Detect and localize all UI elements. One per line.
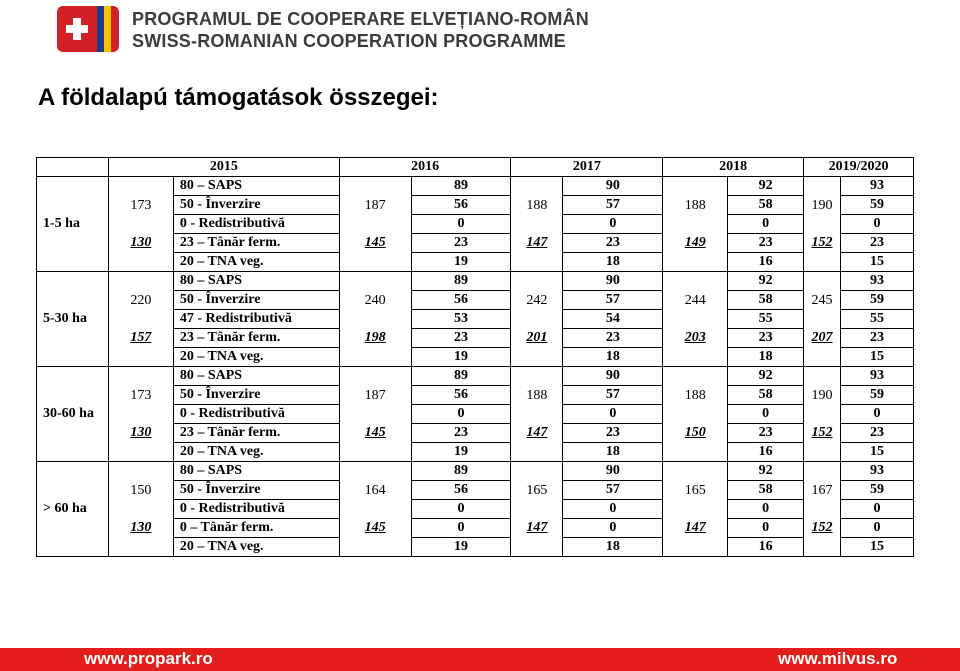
payment-value: 0 — [411, 215, 511, 234]
farm-size-cell: 5-30 ha — [37, 272, 109, 367]
payment-value: 57 — [563, 386, 663, 405]
payment-value: 19 — [411, 348, 511, 367]
reduced-total-value: 149 — [684, 235, 706, 250]
reduced-total-value: 152 — [811, 425, 833, 440]
table-row — [37, 272, 914, 291]
total-cell — [339, 272, 411, 367]
payment-type-label: 0 - Redistributivă — [173, 500, 339, 519]
reduced-total-value: 157 — [130, 330, 152, 345]
payment-type-label: 20 – TNA veg. — [173, 253, 339, 272]
total-value: 188 — [526, 388, 548, 403]
payment-value: 16 — [728, 253, 804, 272]
total-value: 164 — [364, 483, 386, 498]
payment-value: 90 — [563, 462, 663, 481]
payment-value: 23 — [728, 424, 804, 443]
table-row — [37, 177, 914, 196]
payment-type-label: 50 - Înverzire — [173, 196, 339, 215]
total-cell — [804, 367, 841, 462]
payment-value: 56 — [411, 196, 511, 215]
payment-type-label: 47 - Redistributivă — [173, 310, 339, 329]
total-cell — [108, 177, 173, 272]
payment-value: 0 — [728, 500, 804, 519]
total-cell — [339, 462, 411, 557]
payment-value: 59 — [841, 196, 914, 215]
total-cell — [511, 367, 563, 462]
reduced-total-value: 145 — [364, 235, 386, 250]
payment-value: 23 — [411, 234, 511, 253]
payment-type-label: 23 – Tânăr ferm. — [173, 329, 339, 348]
payment-value: 23 — [411, 329, 511, 348]
reduced-total-value: 207 — [811, 330, 833, 345]
total-cell — [663, 462, 728, 557]
payment-type-label: 50 - Înverzire — [173, 386, 339, 405]
reduced-total-value: 203 — [684, 330, 706, 345]
payment-value: 89 — [411, 272, 511, 291]
table-row — [37, 367, 914, 386]
milvus-link[interactable]: www.milvus.ro — [778, 649, 898, 668]
payment-value: 0 — [411, 519, 511, 538]
payment-value: 23 — [563, 424, 663, 443]
total-value: 187 — [364, 198, 386, 213]
payment-value: 15 — [841, 348, 914, 367]
payment-type-label: 20 – TNA veg. — [173, 348, 339, 367]
payment-value: 0 — [841, 405, 914, 424]
subsidy-table — [36, 157, 914, 557]
reduced-total-value: 150 — [684, 425, 706, 440]
payment-type-label: 80 – SAPS — [173, 367, 339, 386]
payment-value: 23 — [841, 234, 914, 253]
payment-value: 56 — [411, 386, 511, 405]
payment-value: 16 — [728, 443, 804, 462]
total-value: 165 — [526, 483, 548, 498]
slide-title: A földalapú támogatások összegei: — [38, 84, 439, 111]
total-value: 240 — [364, 293, 386, 308]
farm-size-cell: > 60 ha — [37, 462, 109, 557]
payment-type-label: 23 – Tânăr ferm. — [173, 424, 339, 443]
payment-value: 90 — [563, 367, 663, 386]
payment-value: 0 — [728, 519, 804, 538]
total-value: 173 — [130, 388, 152, 403]
payment-value: 16 — [728, 538, 804, 557]
year-header-row — [37, 158, 914, 177]
payment-value: 59 — [841, 481, 914, 500]
payment-value: 18 — [728, 348, 804, 367]
total-value: 244 — [684, 293, 706, 308]
total-value: 190 — [811, 388, 833, 403]
payment-value: 0 — [563, 519, 663, 538]
payment-type-label: 0 - Redistributivă — [173, 405, 339, 424]
payment-value: 53 — [411, 310, 511, 329]
payment-type-label: 80 – SAPS — [173, 272, 339, 291]
payment-value: 15 — [841, 538, 914, 557]
payment-value: 19 — [411, 253, 511, 272]
total-value: 167 — [811, 483, 833, 498]
payment-value: 55 — [728, 310, 804, 329]
year-header: 2018 — [663, 158, 804, 177]
payment-value: 18 — [563, 443, 663, 462]
total-value: 165 — [684, 483, 706, 498]
payment-value: 59 — [841, 291, 914, 310]
payment-value: 0 — [728, 215, 804, 234]
payment-value: 89 — [411, 462, 511, 481]
total-cell — [108, 367, 173, 462]
footer-bar — [0, 648, 960, 671]
total-cell — [511, 462, 563, 557]
subsidy-table-wrapper — [36, 157, 916, 557]
reduced-total-value: 145 — [364, 520, 386, 535]
payment-value: 93 — [841, 462, 914, 481]
reduced-total-value: 147 — [526, 425, 548, 440]
payment-value: 56 — [411, 481, 511, 500]
total-value: 173 — [130, 198, 152, 213]
total-cell — [663, 367, 728, 462]
payment-value: 15 — [841, 253, 914, 272]
total-value: 150 — [130, 483, 152, 498]
total-value: 242 — [526, 293, 548, 308]
payment-value: 23 — [841, 329, 914, 348]
reduced-total-value: 147 — [684, 520, 706, 535]
payment-value: 0 — [563, 215, 663, 234]
payment-value: 58 — [728, 291, 804, 310]
total-cell — [511, 272, 563, 367]
total-cell — [663, 272, 728, 367]
payment-value: 58 — [728, 386, 804, 405]
payment-value: 19 — [411, 538, 511, 557]
payment-value: 92 — [728, 177, 804, 196]
payment-value: 23 — [563, 329, 663, 348]
reduced-total-value: 130 — [130, 520, 152, 535]
payment-value: 58 — [728, 196, 804, 215]
reduced-total-value: 145 — [364, 425, 386, 440]
payment-value: 18 — [563, 348, 663, 367]
reduced-total-value: 198 — [364, 330, 386, 345]
payment-type-label: 0 - Redistributivă — [173, 215, 339, 234]
year-header: 2016 — [339, 158, 511, 177]
payment-value: 0 — [411, 405, 511, 424]
payment-value: 0 — [728, 405, 804, 424]
payment-value: 55 — [841, 310, 914, 329]
reduced-total-value: 130 — [130, 425, 152, 440]
payment-value: 0 — [841, 215, 914, 234]
payment-value: 0 — [563, 405, 663, 424]
farm-size-cell: 30-60 ha — [37, 367, 109, 462]
payment-value: 89 — [411, 177, 511, 196]
year-header: 2017 — [511, 158, 663, 177]
payment-value: 23 — [728, 329, 804, 348]
total-cell — [804, 177, 841, 272]
reduced-total-value: 152 — [811, 520, 833, 535]
reduced-total-value: 147 — [526, 520, 548, 535]
payment-value: 90 — [563, 177, 663, 196]
payment-value: 0 — [563, 500, 663, 519]
payment-value: 19 — [411, 443, 511, 462]
total-cell — [339, 177, 411, 272]
total-cell — [108, 272, 173, 367]
payment-type-label: 50 - Înverzire — [173, 291, 339, 310]
payment-type-label: 20 – TNA veg. — [173, 443, 339, 462]
payment-value: 92 — [728, 272, 804, 291]
payment-value: 93 — [841, 272, 914, 291]
total-cell — [804, 272, 841, 367]
total-cell — [108, 462, 173, 557]
total-cell — [804, 462, 841, 557]
payment-value: 23 — [411, 424, 511, 443]
programme-name-ro: PROGRAMUL DE COOPERARE ELVEȚIANO-ROMÂN — [132, 9, 589, 29]
payment-value: 93 — [841, 367, 914, 386]
programme-name-en: SWISS-ROMANIAN COOPERATION PROGRAMME — [132, 31, 566, 51]
payment-value: 89 — [411, 367, 511, 386]
payment-type-label: 80 – SAPS — [173, 462, 339, 481]
table-row — [37, 462, 914, 481]
payment-value: 92 — [728, 367, 804, 386]
payment-value: 54 — [563, 310, 663, 329]
payment-value: 18 — [563, 538, 663, 557]
payment-value: 23 — [563, 234, 663, 253]
total-value: 190 — [811, 198, 833, 213]
payment-value: 57 — [563, 291, 663, 310]
payment-type-label: 20 – TNA veg. — [173, 538, 339, 557]
payment-value: 0 — [841, 519, 914, 538]
farm-size-cell: 1-5 ha — [37, 177, 109, 272]
total-cell — [663, 177, 728, 272]
payment-type-label: 80 – SAPS — [173, 177, 339, 196]
year-header: 2015 — [108, 158, 339, 177]
payment-type-label: 0 – Tânăr ferm. — [173, 519, 339, 538]
reduced-total-value: 152 — [811, 235, 833, 250]
total-cell — [511, 177, 563, 272]
payment-type-label: 50 - Înverzire — [173, 481, 339, 500]
payment-value: 57 — [563, 196, 663, 215]
payment-value: 18 — [563, 253, 663, 272]
payment-value: 0 — [411, 500, 511, 519]
propark-link[interactable]: www.propark.ro — [84, 649, 213, 668]
payment-value: 90 — [563, 272, 663, 291]
total-value: 188 — [684, 388, 706, 403]
total-value: 220 — [130, 293, 152, 308]
payment-value: 56 — [411, 291, 511, 310]
payment-value: 59 — [841, 386, 914, 405]
payment-value: 15 — [841, 443, 914, 462]
total-cell — [339, 367, 411, 462]
payment-value: 92 — [728, 462, 804, 481]
reduced-total-value: 130 — [130, 235, 152, 250]
reduced-total-value: 201 — [526, 330, 548, 345]
year-header: 2019/2020 — [804, 158, 914, 177]
page-header — [0, 0, 960, 70]
payment-value: 0 — [841, 500, 914, 519]
payment-value: 57 — [563, 481, 663, 500]
payment-value: 23 — [728, 234, 804, 253]
payment-value: 23 — [841, 424, 914, 443]
payment-type-label: 23 – Tânăr ferm. — [173, 234, 339, 253]
total-value: 245 — [811, 293, 833, 308]
payment-value: 93 — [841, 177, 914, 196]
total-value: 187 — [364, 388, 386, 403]
payment-value: 58 — [728, 481, 804, 500]
swiss-romanian-flag-logo — [57, 6, 119, 52]
total-value: 188 — [526, 198, 548, 213]
total-value: 188 — [684, 198, 706, 213]
header-blank-cell — [37, 158, 109, 177]
reduced-total-value: 147 — [526, 235, 548, 250]
